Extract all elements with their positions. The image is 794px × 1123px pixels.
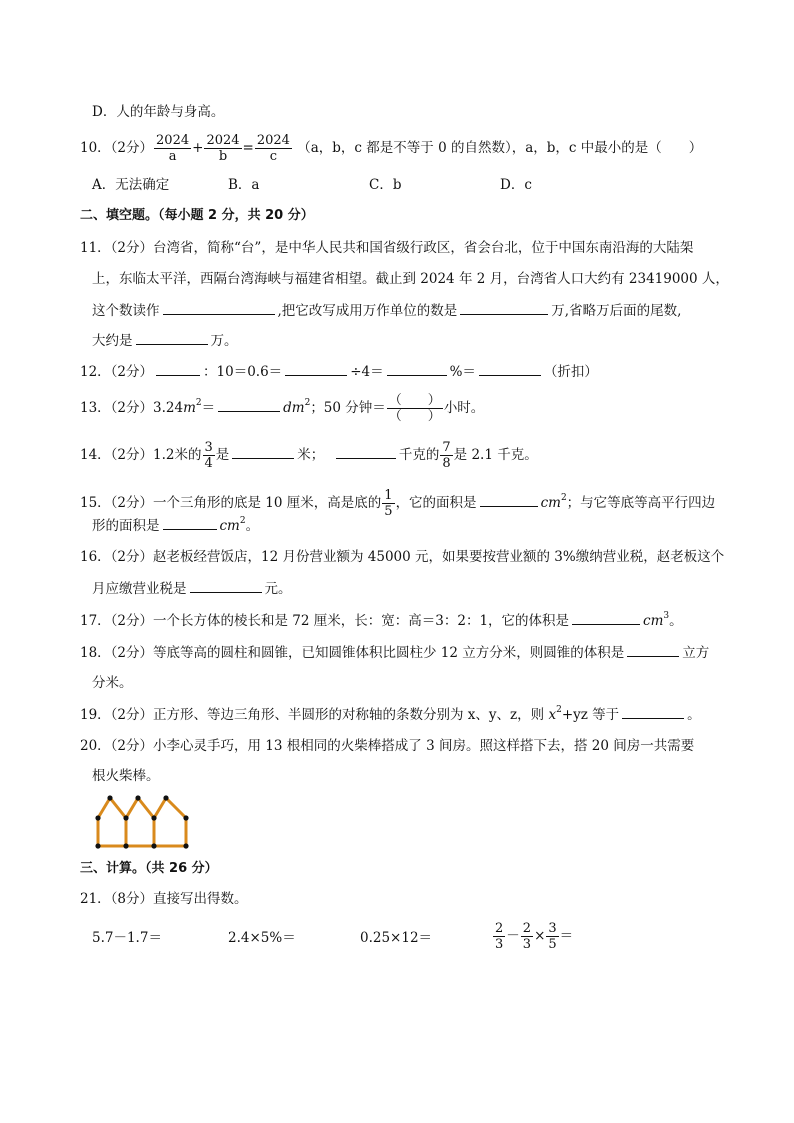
q20-line-1: 20．（2分）小李心灵手巧，用 13 根相同的火柴棒搭成了 3 间房。照这样搭下去，搭 20 间房一共需要 xyxy=(80,738,695,754)
q10-option-c: C．b xyxy=(369,177,402,193)
answer-blank[interactable] xyxy=(285,362,347,376)
question-17: 17．（2分）一个长方体的棱长和是 72 厘米，长：宽：高＝3：2：1，它的体积是 $cm^3$。 xyxy=(80,611,683,629)
answer-blank[interactable] xyxy=(387,362,447,376)
answer-blank[interactable] xyxy=(163,516,217,530)
question-21: 21．（8分）直接写出得数。 xyxy=(80,891,248,907)
calc-1: 5.7－1.7＝ xyxy=(92,930,162,946)
q11-line-2: 上，东临太平洋，西隔台湾海峡与福建省相望。截止到 2024 年 2 月，台湾省人口大约有 23419000 人， xyxy=(92,271,729,287)
q11-line-3: 这个数读作 ,把它改写成用万作单位的数是 万,省略万后面的尾数, xyxy=(92,303,682,319)
answer-blank[interactable] xyxy=(156,362,200,376)
answer-blank[interactable] xyxy=(136,331,208,345)
fraction-2024-c: $\frac{2024}{c}$ xyxy=(256,133,290,164)
answer-blank[interactable] xyxy=(336,445,396,459)
answer-blank[interactable] xyxy=(479,362,541,376)
q10-text: （a，b，c 都是不等于 0 的自然数），a，b，c 中最小的是（ ） xyxy=(297,140,703,156)
answer-blank[interactable] xyxy=(218,398,280,412)
answer-blank[interactable] xyxy=(460,301,548,315)
fraction-7-8: $\frac{7}{8}$ xyxy=(442,440,451,471)
q10-option-d: D．c xyxy=(500,177,532,193)
question-14: 14．（2分）1.2米的 $\frac{3}{4}$ 是 米； 千克的 $\frac{7}{8}$ 是 2.1 千克。 xyxy=(80,440,538,471)
question-18: 18．（2分）等底等高的圆柱和圆锥，已知圆锥体积比圆柱少 12 立方分米，则圆锥的体积是 立方 xyxy=(80,645,710,661)
question-10: 10．（2分） $\frac{2024}{a}$ + $\frac{2024}{b}$ = $\frac{2024}{c}$ （a，b，c 都是不等于 0 的自然数），a，b，c 中最小的是（ ） xyxy=(80,133,703,164)
q9-option-d: D．人的年龄与身高。 xyxy=(92,104,225,120)
q10-option-b: B．a xyxy=(228,177,260,193)
q20-line-2: 根火柴棒。 xyxy=(92,768,160,784)
calc-2: 2.4×5%＝ xyxy=(228,930,296,946)
calc-3: 0.25×12＝ xyxy=(360,930,433,946)
answer-blank[interactable] xyxy=(627,643,679,657)
fraction-2024-a: $\frac{2024}{a}$ xyxy=(156,133,190,164)
calc-4: $\frac{2}{3}$ － $\frac{2}{3}$ × $\frac{3}{5}$ ＝ xyxy=(495,921,574,952)
question-19: 19．（2分）正方形、等边三角形、半圆形的对称轴的条数分别为 x、y、z，则 $x^2+yz$ 等于 。 xyxy=(80,705,701,723)
q16-line-2: 月应缴营业税是 元。 xyxy=(92,581,292,597)
q10-option-a: A．无法确定 xyxy=(92,177,170,193)
answer-blank[interactable] xyxy=(480,493,538,507)
q11-line-1: 11．（2分）台湾省，简称“台”，是中华人民共和国省级行政区，省会台北，位于中国东南沿海的大陆架 xyxy=(80,240,694,256)
q11-line-4: 大约是 万。 xyxy=(92,333,238,349)
fraction-1-5: $\frac{1}{5}$ xyxy=(384,488,393,519)
q10-number: 10．（2分） xyxy=(80,140,154,156)
q15-line-2: 形的面积是 $cm^2$。 xyxy=(92,516,260,534)
question-12: 12．（2分） ：10＝0.6＝ ÷4＝ %＝ （折扣） xyxy=(80,364,598,380)
q16-line-1: 16．（2分）赵老板经营饭店，12 月份营业额为 45000 元，如果要按营业额的 3%缴纳营业税，赵老板这个 xyxy=(80,549,725,565)
answer-blank[interactable] xyxy=(190,579,262,593)
section-3-heading: 三、计算。（共 26 分） xyxy=(80,861,218,876)
section-2-heading: 二、填空题。（每小题 2 分，共 20 分） xyxy=(80,208,314,223)
answer-blank[interactable] xyxy=(163,301,275,315)
question-13: 13．（2分）$3.24m^2= dm^2$；50 分钟＝ $\frac{( )}{( )}$ 小时。 xyxy=(80,393,485,424)
q18-line-2: 分米。 xyxy=(92,675,133,691)
answer-blank[interactable] xyxy=(572,611,640,625)
fraction-2024-b: $\frac{2024}{b}$ xyxy=(206,133,240,164)
matchstick-houses-figure xyxy=(90,794,196,850)
question-15: 15．（2分）一个三角形的底是 10 厘米，高是底的 $\frac{1}{5}$ ，它的面积是 $cm^2$；与它等底等高平行四边 xyxy=(80,488,716,519)
answer-blank[interactable] xyxy=(232,445,294,459)
answer-blank[interactable] xyxy=(622,705,684,719)
fraction-3-4: $\frac{3}{4}$ xyxy=(204,440,213,471)
fraction-blank[interactable]: $\frac{( )}{( )}$ xyxy=(388,393,441,424)
